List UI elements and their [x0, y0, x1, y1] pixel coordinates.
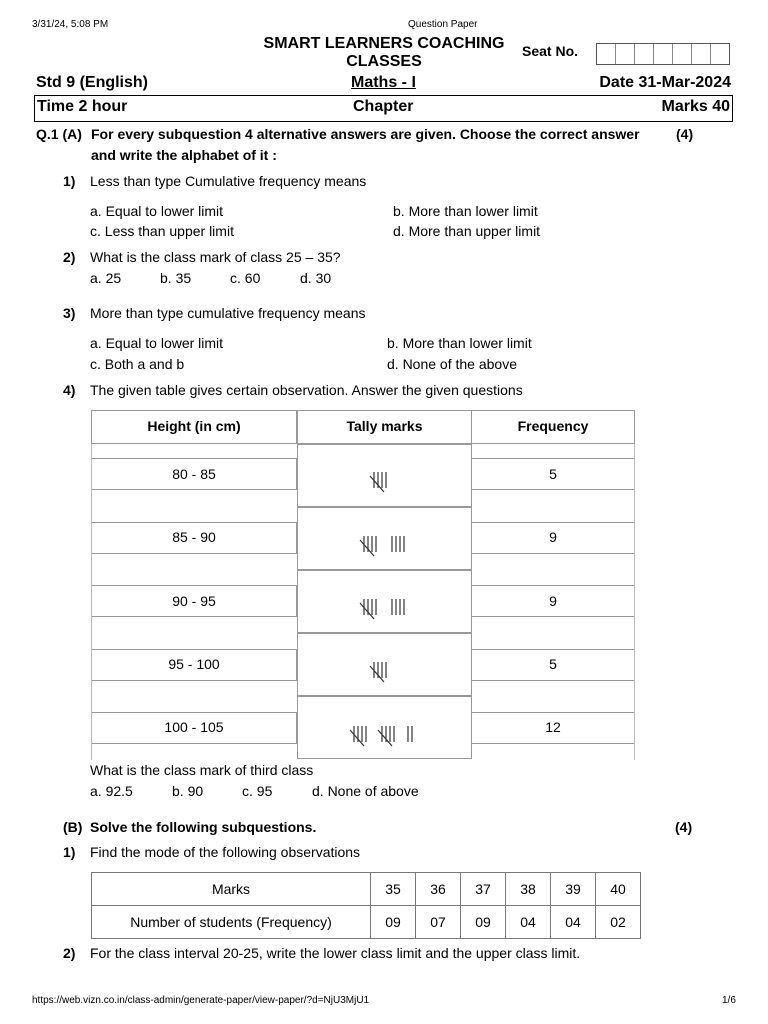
height-value: 80 - 85: [172, 466, 216, 482]
seat-label: Seat No.: [522, 43, 579, 59]
footer-url[interactable]: https://web.vizn.co.in/class-admin/generate-paper/view-paper/?d=NjU3MjU1: [32, 995, 370, 1006]
q3-option-d: d. None of the above: [387, 356, 517, 372]
tally-marks-9: [358, 532, 414, 558]
q1a-marks: (4): [676, 126, 694, 142]
marks-value: 36: [416, 873, 461, 906]
marks-frequency-table: [91, 872, 641, 939]
std-label: Std 9 (English): [36, 74, 148, 91]
frequency-value: 07: [416, 906, 461, 939]
q1-option-b: b. More than lower limit: [393, 203, 538, 219]
q1b-marks: (4): [675, 819, 693, 835]
frequency-value: 04: [506, 906, 551, 939]
marks-label: Marks 40: [661, 98, 730, 115]
q4-text: The given table gives certain observation. Answer the given questions: [90, 382, 523, 398]
q1b-number: (B): [63, 819, 83, 835]
page-number: 1/6: [722, 995, 736, 1006]
q3-option-a: a. Equal to lower limit: [90, 335, 224, 351]
subject-label: Maths - I: [351, 74, 416, 91]
chapter-label: Chapter: [353, 98, 414, 115]
q3-option-c: c. Both a and b: [90, 356, 185, 372]
frequency-header: Frequency: [517, 418, 589, 434]
frequency-value: 09: [461, 906, 506, 939]
q4-option-a: a. 92.5: [90, 783, 133, 799]
institute-name-line1: SMART LEARNERS COACHING: [263, 35, 505, 52]
frequency-value: 5: [549, 466, 557, 482]
height-value: 100 - 105: [164, 719, 224, 735]
time-label: Time 2 hour: [37, 98, 128, 115]
table-row: [92, 873, 641, 906]
marks-value: 40: [596, 873, 641, 906]
frequency-value: 12: [545, 719, 561, 735]
frequency-value: 02: [596, 906, 641, 939]
q1b-1-text: Find the mode of the following observations: [90, 844, 361, 860]
students-label-cell: Number of students (Frequency): [92, 906, 371, 939]
q4-option-d: d. None of above: [312, 783, 419, 799]
q1-option-d: d. More than upper limit: [393, 223, 541, 239]
q3-text: More than type cumulative frequency means: [90, 305, 366, 321]
q2-option-a: a. 25: [90, 270, 122, 286]
q2-option-d: d. 30: [300, 270, 332, 286]
frequency-value: 5: [549, 656, 557, 672]
tally-marks-12: [348, 722, 424, 748]
q1a-number: Q.1 (A): [36, 126, 82, 142]
date-label: Date 31-Mar-2024: [599, 74, 731, 91]
frequency-value: 04: [551, 906, 596, 939]
frequency-value: 9: [549, 529, 557, 545]
q1-text: Less than type Cumulative frequency means: [90, 173, 367, 189]
q3-number: 3): [63, 305, 76, 321]
q1b-1-number: 1): [63, 844, 76, 860]
marks-value: 38: [506, 873, 551, 906]
tally-marks-5: [368, 468, 398, 494]
height-value: 85 - 90: [172, 529, 216, 545]
q2-number: 2): [63, 249, 76, 265]
q4-option-b: b. 90: [172, 783, 204, 799]
height-value: 90 - 95: [172, 593, 216, 609]
height-header: Height (in cm): [147, 418, 241, 434]
tally-header: Tally marks: [346, 418, 423, 434]
q2-text: What is the class mark of class 25 – 35?: [90, 249, 341, 265]
q1a-instruction-line2: and write the alphabet of it :: [91, 147, 277, 163]
seat-number-boxes: [596, 43, 730, 65]
marks-value: 35: [371, 873, 416, 906]
frequency-value: 09: [371, 906, 416, 939]
q1b-2-text: For the class interval 20-25, write the lower class limit and the upper class limit.: [90, 945, 581, 961]
q1-option-a: a. Equal to lower limit: [90, 203, 224, 219]
marks-value: 37: [461, 873, 506, 906]
tally-marks-5: [368, 658, 398, 684]
q2-option-c: c. 60: [230, 270, 261, 286]
q2-option-b: b. 35: [160, 270, 192, 286]
frequency-value: 9: [549, 593, 557, 609]
q1b-2-number: 2): [63, 945, 76, 961]
q1a-instruction-line1: For every subquestion 4 alternative answers are given. Choose the correct answer: [91, 126, 640, 142]
q4-option-c: c. 95: [242, 783, 273, 799]
tally-marks-9: [358, 595, 414, 621]
q1-number: 1): [63, 173, 76, 189]
q4-subquestion: What is the class mark of third class: [90, 762, 314, 778]
print-datetime: 3/31/24, 5:08 PM: [32, 19, 109, 30]
table-row: [92, 906, 641, 939]
q1-option-c: c. Less than upper limit: [90, 223, 234, 239]
marks-value: 39: [551, 873, 596, 906]
q4-number: 4): [63, 382, 76, 398]
print-doc-title: Question Paper: [408, 19, 478, 30]
marks-label-cell: Marks: [92, 873, 371, 906]
institute-name-line2: CLASSES: [346, 53, 422, 70]
q3-option-b: b. More than lower limit: [387, 335, 532, 351]
height-value: 95 - 100: [168, 656, 220, 672]
q1b-instruction: Solve the following subquestions.: [90, 819, 317, 835]
